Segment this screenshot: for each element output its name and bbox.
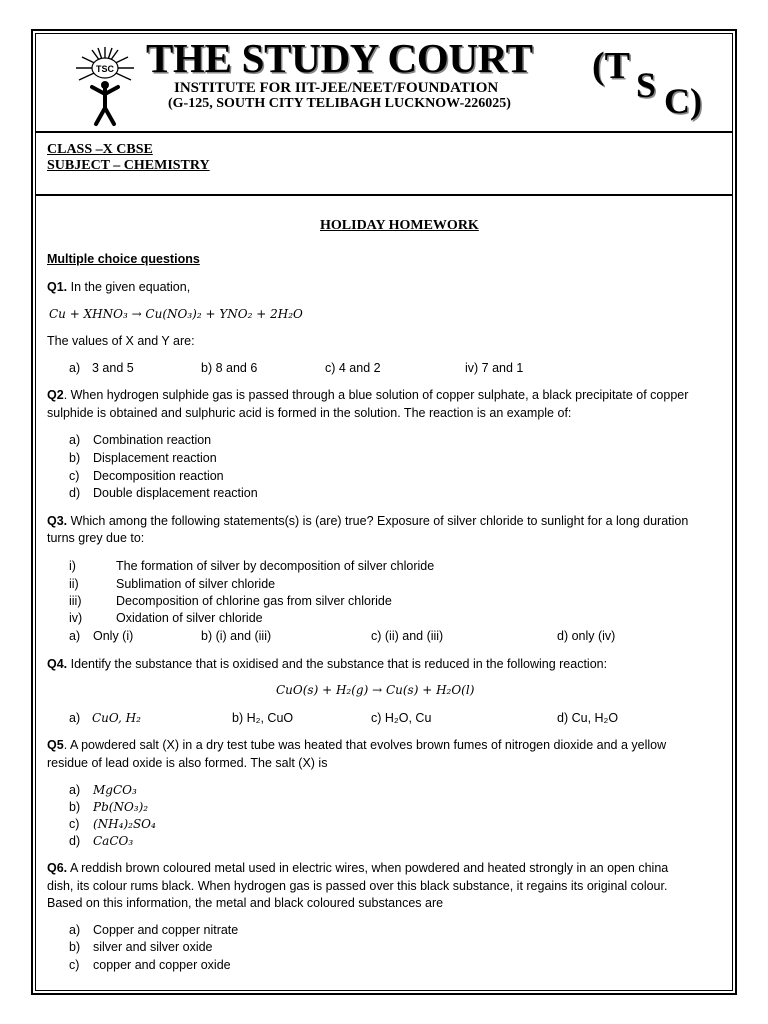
- q2-line1: [47, 387, 688, 405]
- q5-line2: residue of lead oxide is also formed. The salt (X) is: [47, 756, 328, 770]
- q6-letter-c: c): [69, 958, 80, 972]
- q3-option-a: Only (i): [93, 629, 134, 643]
- q6-letter-a: a): [69, 923, 81, 937]
- q2-letter-d: d): [69, 486, 81, 500]
- q1-option-d: iv) 7 and 1: [465, 361, 524, 375]
- q3-line2: turns grey due to:: [47, 531, 145, 545]
- q6-option-b: silver and silver oxide: [93, 940, 213, 954]
- q1-option-b: b) 8 and 6: [201, 361, 258, 375]
- q4-equation: CuO(s) + H₂(g) → Cu(s) + H₂O(l): [276, 683, 475, 697]
- q3-roman-2: ii): [69, 577, 79, 591]
- q4-prompt: Identify the substance that is oxidised and the substance that is reduced in the following reaction:: [70, 657, 608, 671]
- section-title: Multiple choice questions: [47, 252, 200, 266]
- q3-prompt: Which among the following statements(s) is (are) true? Exposure of silver chloride to sunlight for a long duration: [70, 514, 689, 528]
- q6-option-c: copper and copper oxide: [93, 958, 231, 972]
- q2-prompt: . When hydrogen sulphide gas is passed through a blue solution of copper sulphate, a black precipitate of copper: [63, 388, 689, 402]
- q3-roman-1: i): [69, 559, 76, 573]
- q2-option-c: Decomposition reaction: [93, 469, 224, 483]
- q5-number: Q5: [47, 738, 64, 752]
- q2-number: Q2: [47, 388, 64, 402]
- q5-option-c: (NH₄)₂SO₄: [93, 817, 156, 831]
- q3-line1: [47, 513, 688, 531]
- q5-option-a: MgCO₃: [93, 783, 137, 797]
- class-divider: [35, 194, 733, 196]
- q5-prompt: . A powdered salt (X) in a dry test tube was heated that evolves brown fumes of nitrogen dioxide and a yellow: [63, 738, 667, 752]
- q3-statement-4: Oxidation of silver chloride: [116, 611, 263, 625]
- q5-option-b: Pb(NO₃)₂: [93, 800, 149, 814]
- page-border-inner: [35, 33, 733, 991]
- q3-statement-3: Decomposition of chlorine gas from silver chloride: [116, 594, 392, 608]
- q2-option-b: Displacement reaction: [93, 451, 217, 465]
- q1-number: Q1.: [47, 280, 68, 294]
- q4-option-a: CuO, H₂: [92, 711, 141, 725]
- q5-letter-b: b): [69, 800, 81, 814]
- q2-line2: sulphide is obtained and sulphuric acid is formed in the solution. The reaction is an example of:: [47, 406, 572, 420]
- q1-text: [47, 279, 190, 297]
- q3-option-b: b) (i) and (iii): [201, 629, 272, 643]
- q4-option-c: c) H₂O, Cu: [371, 711, 432, 725]
- logo-text: TSC: [96, 64, 114, 74]
- q4-option-b: b) H₂, CuO: [232, 711, 294, 725]
- address-line: (G-125, SOUTH CITY TELIBAGH LUCKNOW-226025): [168, 96, 511, 111]
- q6-prompt: A reddish brown coloured metal used in electric wires, when powdered and heated strongly in an open china: [69, 861, 669, 875]
- tsc-logo-icon: [68, 44, 142, 128]
- q2-letter-b: b): [69, 451, 81, 465]
- class-label: CLASS –X CBSE: [47, 142, 153, 157]
- q4-line1: [47, 656, 607, 674]
- q1-prompt: In the given equation,: [70, 280, 191, 294]
- q6-letter-b: b): [69, 940, 81, 954]
- q3-statement-2: Sublimation of silver chloride: [116, 577, 276, 591]
- q1-line2: The values of X and Y are:: [47, 334, 195, 348]
- q6-line2: dish, its colour rums black. When hydrogen gas is passed over this black substance, it regains its original colour.: [47, 879, 668, 893]
- q3-option-c: c) (ii) and (iii): [371, 629, 444, 643]
- q2-option-a: Combination reaction: [93, 433, 212, 447]
- q6-line1: [47, 860, 668, 878]
- q1-equation: Cu + XHNO₃ → Cu(NO₃)₂ + YNO₂ + 2H₂O: [49, 307, 303, 321]
- q1-option-letter-a: a): [69, 361, 81, 375]
- q3-option-d: d) only (iv): [557, 629, 616, 643]
- q5-letter-d: d): [69, 834, 81, 848]
- q2-option-d: Double displacement reaction: [93, 486, 258, 500]
- q6-option-a: Copper and copper nitrate: [93, 923, 239, 937]
- q5-option-d: CaCO₃: [93, 834, 134, 848]
- q2-letter-a: a): [69, 433, 81, 447]
- header-divider: [35, 131, 733, 133]
- q6-line3: Based on this information, the metal and black coloured substances are: [47, 896, 444, 910]
- q4-number: Q4.: [47, 657, 68, 671]
- brand-abbr-c: C): [664, 81, 702, 121]
- brand-abbr-s: S: [636, 65, 657, 105]
- q3-roman-4: iv): [69, 611, 83, 625]
- brand-title: THE STUDY COURT: [146, 35, 533, 81]
- q4-option-letter-a: a): [69, 711, 81, 725]
- page-heading: HOLIDAY HOMEWORK: [320, 218, 479, 233]
- q5-line1: [47, 737, 666, 755]
- q4-option-d: d) Cu, H₂O: [557, 711, 619, 725]
- q3-roman-3: iii): [69, 594, 82, 608]
- q3-number: Q3.: [47, 514, 68, 528]
- q1-option-a: 3 and 5: [92, 361, 134, 375]
- subject-label: SUBJECT – CHEMISTRY: [47, 158, 210, 173]
- brand-abbr-t: (T: [592, 45, 630, 87]
- q6-number: Q6.: [47, 861, 68, 875]
- institute-line: INSTITUTE FOR IIT-JEE/NEET/FOUNDATION: [174, 80, 499, 96]
- q3-statement-1: The formation of silver by decomposition of silver chloride: [116, 559, 435, 573]
- q3-option-letter-a: a): [69, 629, 81, 643]
- q5-letter-c: c): [69, 817, 80, 831]
- q1-option-c: c) 4 and 2: [325, 361, 381, 375]
- q2-letter-c: c): [69, 469, 80, 483]
- q5-letter-a: a): [69, 783, 81, 797]
